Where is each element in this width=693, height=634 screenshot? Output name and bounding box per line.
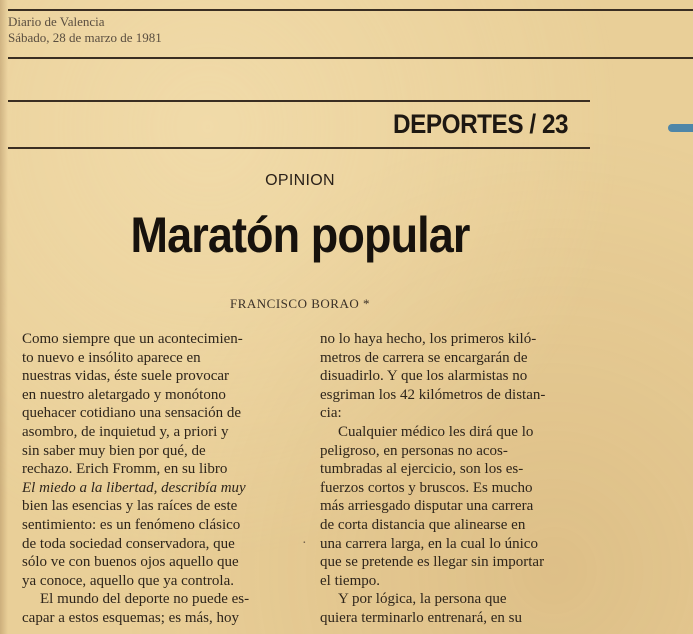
blue-marker xyxy=(668,124,693,132)
text-line: ya conoce, aquello que ya controla. xyxy=(22,572,234,589)
newspaper-name: Diario de Valencia xyxy=(8,14,105,29)
text-line: Cualquier médico les dirá que lo xyxy=(338,423,534,440)
article-column-right xyxy=(320,330,588,628)
text-line: capar a estos esquemas; es más, hoy xyxy=(22,609,240,626)
text-line: quiera terminarlo entrenará, en su xyxy=(320,609,522,626)
text-line: rechazo. Erich Fromm, en su libro xyxy=(22,461,228,478)
text-line: quehacer cotidiano una sensación de xyxy=(22,405,242,422)
top-rule xyxy=(8,9,693,11)
text-line: disuadirlo. Y que los alarmistas no xyxy=(320,368,528,385)
text-line: Como siempre que un acontecimien- xyxy=(22,331,243,347)
kicker: OPINION xyxy=(265,172,335,189)
text-line: una carrera larga, en la cual lo único xyxy=(320,535,538,552)
text-line: asombro, de inquietud y, a priori y xyxy=(22,423,229,440)
masthead-rule xyxy=(8,57,693,59)
byline: FRANCISCO BORAO * xyxy=(230,296,370,311)
masthead xyxy=(8,14,162,46)
text-line: de corta distancia que alinearse en xyxy=(320,516,526,533)
text-line: de toda sociedad conservadora, que xyxy=(22,535,235,552)
text-line: peligroso, en personas no acos- xyxy=(320,442,508,459)
section-rule-top xyxy=(8,100,590,102)
text-line: sin saber muy bien por qué, de xyxy=(22,442,206,459)
section-rule-bottom xyxy=(8,147,590,149)
text-line: esgriman los 42 kilómetros de distan- xyxy=(320,386,546,403)
column-divider-dot: · xyxy=(302,536,307,551)
text-line: más arriesgado disputar una carrera xyxy=(320,498,534,515)
text-line: cia: xyxy=(320,405,342,422)
text-line: el tiempo. xyxy=(320,572,380,589)
text-line: tumbradas al ejercicio, son los es- xyxy=(320,461,524,478)
text-line: en nuestro aletargado y monótono xyxy=(22,386,226,403)
text-line: to nuevo e insólito aparece en xyxy=(22,349,201,366)
text-line: bien las esencias y las raíces de este xyxy=(22,498,238,515)
text-line: El mundo del deporte no puede es- xyxy=(40,591,250,608)
article-column-left xyxy=(22,330,294,628)
text-line: sentimiento: es un fenómeno clásico xyxy=(22,516,241,533)
text-line: no lo haya hecho, los primeros kiló- xyxy=(320,331,537,347)
headline: Maratón popular xyxy=(130,207,470,263)
text-line: que se pretende es llegar sin importar xyxy=(320,554,545,571)
text-line: nuestras vidas, éste suele provocar xyxy=(22,368,230,385)
text-line: sólo ve con buenos ojos aquello que xyxy=(22,554,239,571)
text-line: fuerzos cortos y bruscos. Es mucho xyxy=(320,479,533,496)
paper-edge-shadow xyxy=(0,0,8,634)
section-header: DEPORTES / 23 xyxy=(393,109,569,139)
publication-date: Sábado, 28 de marzo de 1981 xyxy=(8,30,162,45)
text-line: El miedo a la libertad, describía muy xyxy=(22,479,246,496)
text-line: metros de carrera se encargarán de xyxy=(320,349,528,366)
text-line: Y por lógica, la persona que xyxy=(338,591,507,608)
